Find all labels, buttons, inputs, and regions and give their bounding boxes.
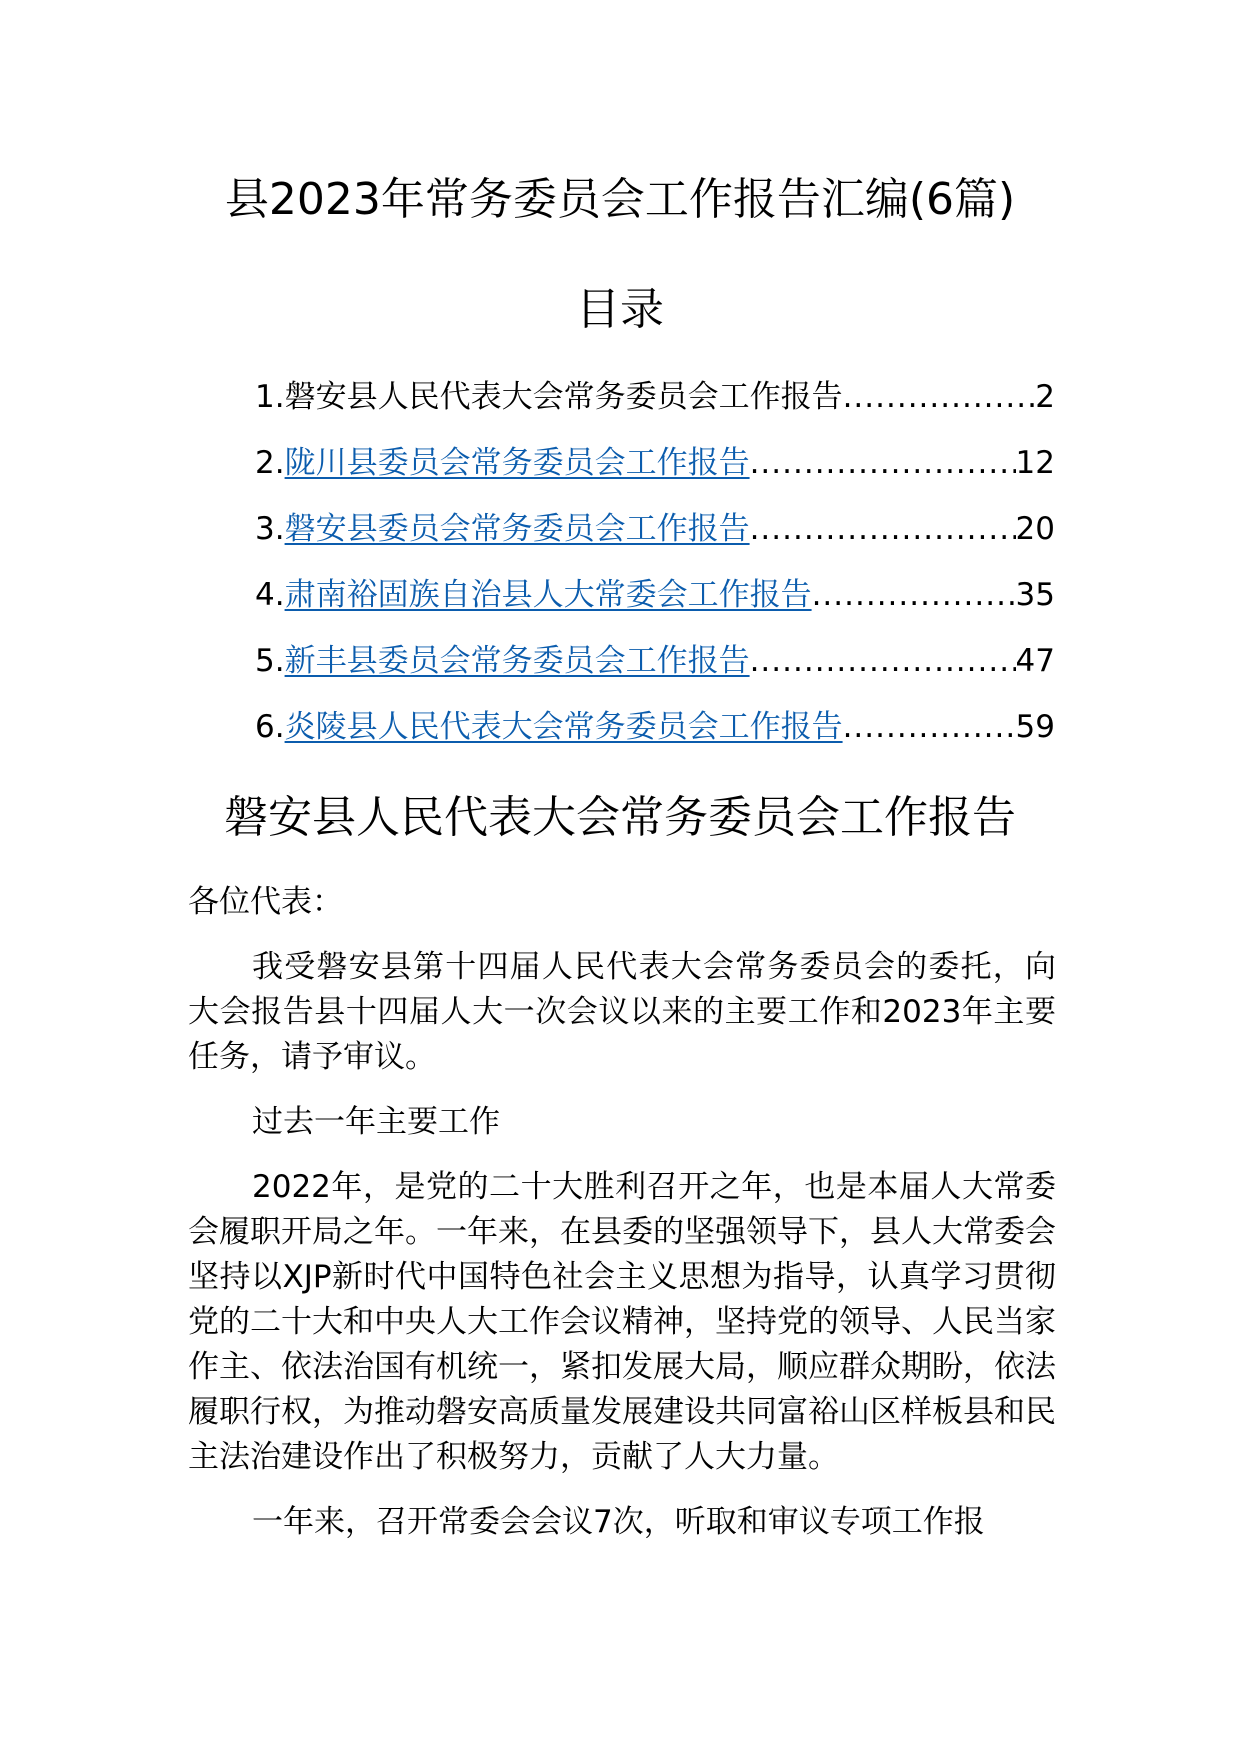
- toc-dot-leader: [812, 573, 1016, 617]
- toc-item-page: 20: [1015, 511, 1055, 547]
- toc-item-number: 1.: [255, 379, 285, 415]
- toc-item-link[interactable]: 磐安县委员会常务委员会工作报告: [284, 511, 750, 547]
- paragraph: 一年来，召开常委会会议7次，听取和审议专项工作报: [252, 1504, 985, 1540]
- section-body: [188, 880, 1056, 1565]
- toc-dot-leader: [750, 441, 1016, 485]
- table-of-contents: [255, 375, 1055, 771]
- toc-item-link[interactable]: 肃南裕固族自治县人大常委会工作报告: [284, 577, 812, 613]
- toc-item-3[interactable]: [255, 507, 1055, 573]
- paragraph: 我受磐安县第十四届人民代表大会常务委员会的委托，向大会报告县十四届人大一次会议以来的主要工作和2023年主要任务，请予审议。: [188, 949, 1056, 1075]
- toc-item-label[interactable]: 磐安县人民代表大会常务委员会工作报告: [284, 379, 843, 415]
- toc-item-page: 12: [1015, 445, 1055, 481]
- toc-item-page: 2: [1035, 379, 1055, 415]
- toc-dot-leader: [750, 507, 1016, 551]
- salutation: 各位代表：: [188, 884, 343, 920]
- toc-item-link[interactable]: 陇川县委员会常务委员会工作报告: [284, 445, 750, 481]
- toc-item-number: 6.: [255, 709, 285, 745]
- toc-item-link[interactable]: 炎陵县人民代表大会常务委员会工作报告: [284, 709, 843, 745]
- toc-item-1[interactable]: [255, 375, 1055, 441]
- toc-item-link[interactable]: 新丰县委员会常务委员会工作报告: [284, 643, 750, 679]
- document-title: 县2023年常务委员会工作报告汇编(6篇): [224, 174, 1016, 225]
- toc-item-2[interactable]: [255, 441, 1055, 507]
- toc-item-6[interactable]: [255, 705, 1055, 771]
- toc-item-page: 35: [1015, 577, 1055, 613]
- toc-item-5[interactable]: [255, 639, 1055, 705]
- toc-item-page: 47: [1015, 643, 1055, 679]
- toc-item-number: 5.: [255, 643, 285, 679]
- toc-item-4[interactable]: [255, 573, 1055, 639]
- toc-dot-leader: [750, 639, 1016, 683]
- toc-dot-leader: [843, 705, 1016, 749]
- subheading: 过去一年主要工作: [252, 1104, 500, 1140]
- toc-dot-leader: [843, 375, 1036, 419]
- section-title: 磐安县人民代表大会常务委员会工作报告: [224, 792, 1016, 843]
- toc-heading: 目录: [576, 284, 664, 335]
- toc-item-page: 59: [1015, 709, 1055, 745]
- toc-item-number: 2.: [255, 445, 285, 481]
- toc-item-number: 3.: [255, 511, 285, 547]
- paragraph: 2022年，是党的二十大胜利召开之年，也是本届人大常委会履职开局之年。一年来，在县委的坚强领导下，县人大常委会坚持以XJP新时代中国特色社会主义思想为指导，认真学习贯彻党的二十大和中央人大工作会议精神，坚持党的领导、人民当家作主、依法治国有机统一，紧扣发展大局，顺应群众期盼，依法履职行权，为推动磐安高质量发展建设共同富裕山区样板县和民主法治建设作出了积极努力，贡献了人大力量。: [188, 1169, 1056, 1475]
- toc-item-number: 4.: [255, 577, 285, 613]
